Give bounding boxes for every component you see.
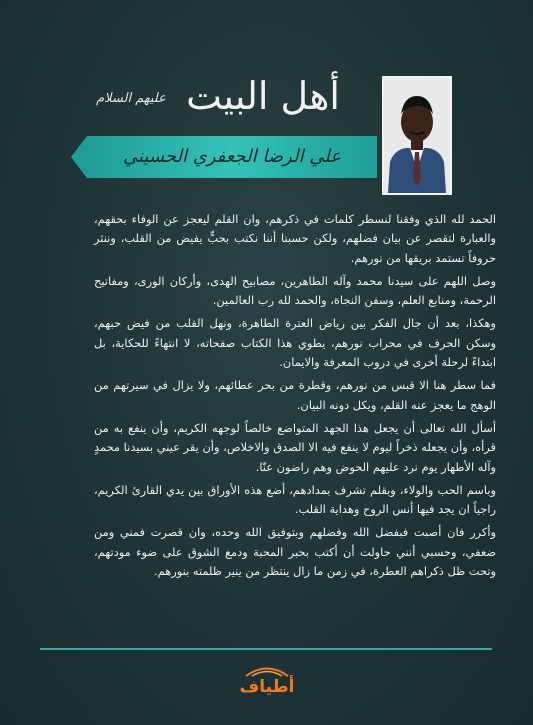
- author-photo: [382, 76, 452, 195]
- blurb-paragraph: أسأل الله تعالى أن يجعل هذا الجهد المتواضع خالصاً لوجهه الكريم، وأن ينفع به من قرأه، وأن يجعله ذخراً ليوم لا ينفع فيه الا الصدق والاخلاص، وأن يقر عيني بسيدنا محمدٍ وآله الأطهار يوم نرد عليهم الحوض وهم راضون عنّا.: [94, 420, 496, 474]
- blurb-paragraph: فما سطر هنا الا قبس من نورهم، وقطرة من بحر عطائهم، ولا يزال في سيرتهم من الوهج ما يعجز عنه القلم، ويكل دونه البيان.: [94, 378, 496, 412]
- blurb-text: [94, 210, 496, 630]
- book-title: أهل البيت: [186, 74, 340, 118]
- title-honorific: عليهم السلام: [96, 91, 166, 106]
- blurb-paragraph: وأكرر فان أصبت فبفضل الله وفضلهم وبتوفيق الله وحده، وان قصرت فمني ومن ضعفي، وحسبي أنني حاولت أن أكتب بحبر المحبة ودمع الشوق على ضوء مودتهم، وتحت ظل ذكراهم العطرة، في زمن ما زال ينتظر من ينير ظلمته بنورهم.: [94, 525, 496, 579]
- author-name: علي الرضا الجعفري الحسيني: [123, 146, 341, 167]
- bottom-divider: [40, 648, 492, 650]
- blurb-paragraph: وباسم الحب والولاء، وبقلم تشرف بمدادهم، أضع هذه الأوراق بين يدي القارئ الكريم، راجياً ان يجد فيها أنس الروح وهداية القلب.: [94, 482, 496, 517]
- publisher-logo: [238, 665, 296, 699]
- blurb-paragraph: وهكذا، بعد أن جال الفكر بين رياض العترة الطاهرة، ونهل القلب من فيض حبهم، وسكن الحرف في محراب نورهم، يطوي هذا الكتاب صفحاته، لا انتهاءً للحكاية، بل ابتداءً لرحلة أخرى في دروب المعرفة والايمان.: [94, 316, 496, 370]
- blurb-paragraph: الحمد لله الذي وفقنا لنسطر كلمات في ذكرهم، وان القلم ليعجز عن الوفاء بحقهم، والعبارة لتقصر عن بيان فضلهم، ولكن حسبنا أننا نكتب بحبٍّ يفيض من القلب، وننثر حروفاً تستمد بريقها من نورهم.: [94, 212, 496, 265]
- author-portrait-image: [384, 78, 450, 193]
- publisher-name: أطياف: [239, 677, 295, 697]
- author-name-band: [87, 136, 377, 178]
- blurb-paragraph: وصل اللهم على سيدنا محمد وآله الطاهرين، مصابيح الهدى، وأركان الورى، ومفاتيح الرحمة، ومنابع العلم، وسفن النجاة، والحمد لله رب العالمين.: [94, 273, 496, 308]
